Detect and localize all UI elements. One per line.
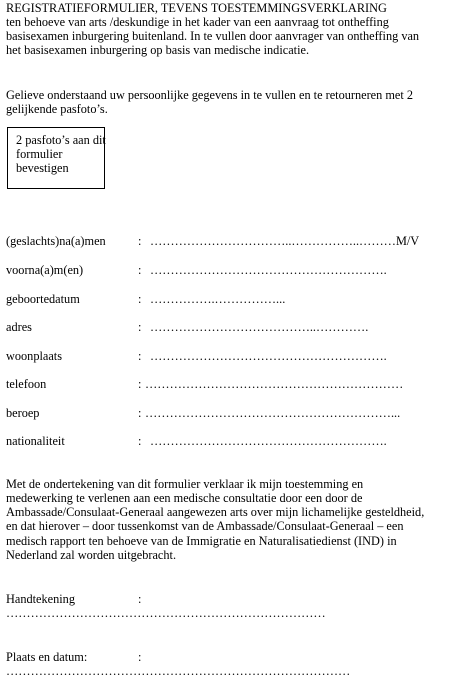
place-date-dotted-line[interactable]: ………………………………………………………………………… [6, 664, 351, 678]
field-colon: : [138, 292, 142, 306]
photo-box-line: 2 pasfoto’s aan dit [16, 133, 106, 147]
field-label: telefoon [6, 377, 47, 391]
field-dotted-line[interactable]: …………………………………………………. [150, 263, 387, 277]
field-colon: : [138, 320, 142, 334]
declaration-line: Met de ondertekening van dit formulier verklaar ik mijn toestemming en [6, 477, 364, 491]
header-line: ten behoeve van arts /deskundige in het kader van een aanvraag tot ontheffing [6, 15, 389, 29]
field-label: woonplaats [6, 349, 63, 363]
field-label: voorna(a)m(en) [6, 263, 84, 277]
photo-box [7, 127, 105, 189]
declaration-line: medisch rapport ten behoeve van de Immigratie en Naturalisatiedienst (IND) in [6, 534, 397, 548]
signature-colon: : [138, 592, 142, 606]
field-dotted-line[interactable]: ……………………………..……………..………M/V [150, 234, 420, 248]
instruction-line: Gelieve onderstaand uw persoonlijke gegevens in te vullen en te retourneren met 2 [6, 88, 414, 102]
field-dotted-line[interactable]: …………….……………... [150, 292, 286, 306]
field-colon: : [138, 349, 142, 363]
field-label: adres [6, 320, 32, 334]
field-dotted-line[interactable]: ……………………………………………………... [145, 406, 401, 420]
field-label: nationaliteit [6, 434, 65, 448]
field-colon: : [138, 263, 142, 277]
field-label: beroep [6, 406, 40, 420]
signature-label: Handtekening [6, 592, 75, 606]
header-line: het basisexamen inburgering op basis van medische indicatie. [6, 43, 310, 57]
field-dotted-line[interactable]: ……………………………………………………… [145, 377, 404, 391]
declaration-line: medewerking te verlenen aan een medische consultatie door een door de [6, 491, 363, 505]
field-label: geboortedatum [6, 292, 80, 306]
header-line: basisexamen inburgering buitenland. In te vullen door aanvrager van ontheffing van [6, 29, 420, 43]
field-dotted-line[interactable]: …………………………………………………. [150, 434, 387, 448]
declaration-line: Ambassade/Consulaat-Generaal aangewezen arts over mijn lichamelijke gesteldheid, [6, 505, 425, 519]
place-date-colon: : [138, 650, 142, 664]
field-colon: : [138, 406, 142, 420]
field-colon: : [138, 377, 142, 391]
field-label: (geslachts)na(a)men [6, 234, 106, 248]
photo-box-line: formulier [16, 147, 63, 161]
instruction-line: gelijkende pasfoto’s. [6, 102, 108, 116]
field-dotted-line[interactable]: …………………………………………………. [150, 349, 387, 363]
field-colon: : [138, 434, 142, 448]
form-title: REGISTRATIEFORMULIER, TEVENS TOESTEMMINGSVERKLARING [6, 1, 387, 15]
declaration-line: en dat hierover – door tussenkomst van de Ambassade/Consulaat-Generaal – een [6, 519, 404, 533]
signature-dotted-line[interactable]: …………………………………………………………………… [6, 606, 326, 620]
declaration-line: Nederland zal worden uitgebracht. [6, 548, 177, 562]
place-date-label: Plaats en datum: [6, 650, 88, 664]
photo-box-line: bevestigen [16, 161, 69, 175]
field-dotted-line[interactable]: …………………………………..…………. [150, 320, 369, 334]
field-colon: : [138, 234, 142, 248]
